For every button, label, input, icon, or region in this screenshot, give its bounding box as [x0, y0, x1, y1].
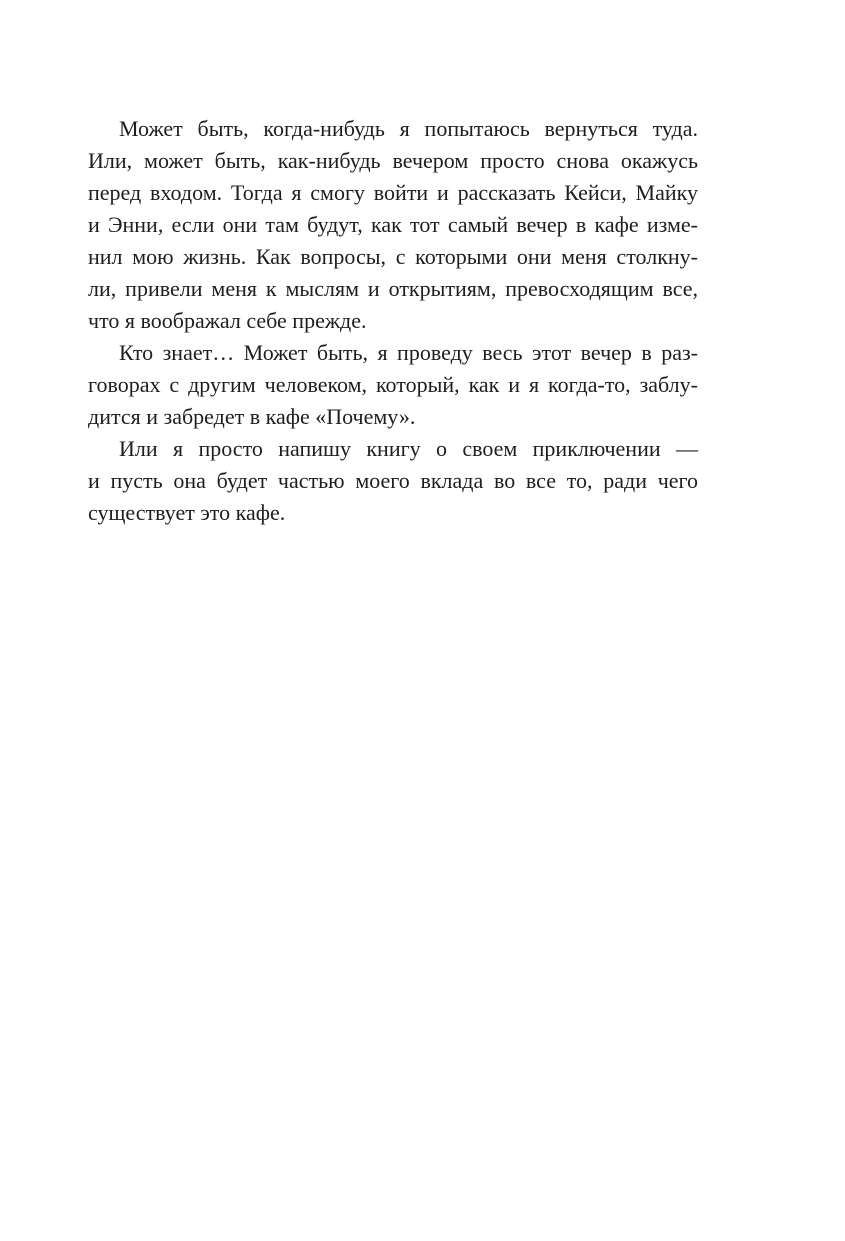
text-line: говорах с другим человеком, который, как и я когда-то, заблу-	[88, 372, 698, 397]
text-line: перед входом. Тогда я смогу войти и рассказать Кейси, Майку	[88, 180, 698, 205]
text-line: Может быть, когда-нибудь я попытаюсь вернуться туда.	[119, 116, 698, 141]
text-line: Кто знает… Может быть, я проведу весь этот вечер в раз-	[119, 340, 698, 365]
text-line: Или я просто напишу книгу о своем приключении —	[119, 436, 698, 461]
paragraph	[88, 433, 698, 529]
text-line: ли, привели меня к мыслям и открытиям, превосходящим все,	[88, 276, 698, 301]
text-line: дится и забредет в кафе «Почему».	[88, 404, 416, 429]
paragraph	[88, 113, 698, 337]
text-line: что я воображал себе прежде.	[88, 308, 367, 333]
text-line: и пусть она будет частью моего вклада во все то, ради чего	[88, 468, 698, 493]
text-line: существует это кафе.	[88, 500, 286, 525]
text-line: и Энни, если они там будут, как тот самый вечер в кафе изме-	[88, 212, 698, 237]
paragraph	[88, 337, 698, 433]
body-text	[88, 113, 698, 529]
text-line: нил мою жизнь. Как вопросы, с которыми они меня столкну-	[88, 244, 698, 269]
text-line: Или, может быть, как-нибудь вечером просто снова окажусь	[88, 148, 698, 173]
